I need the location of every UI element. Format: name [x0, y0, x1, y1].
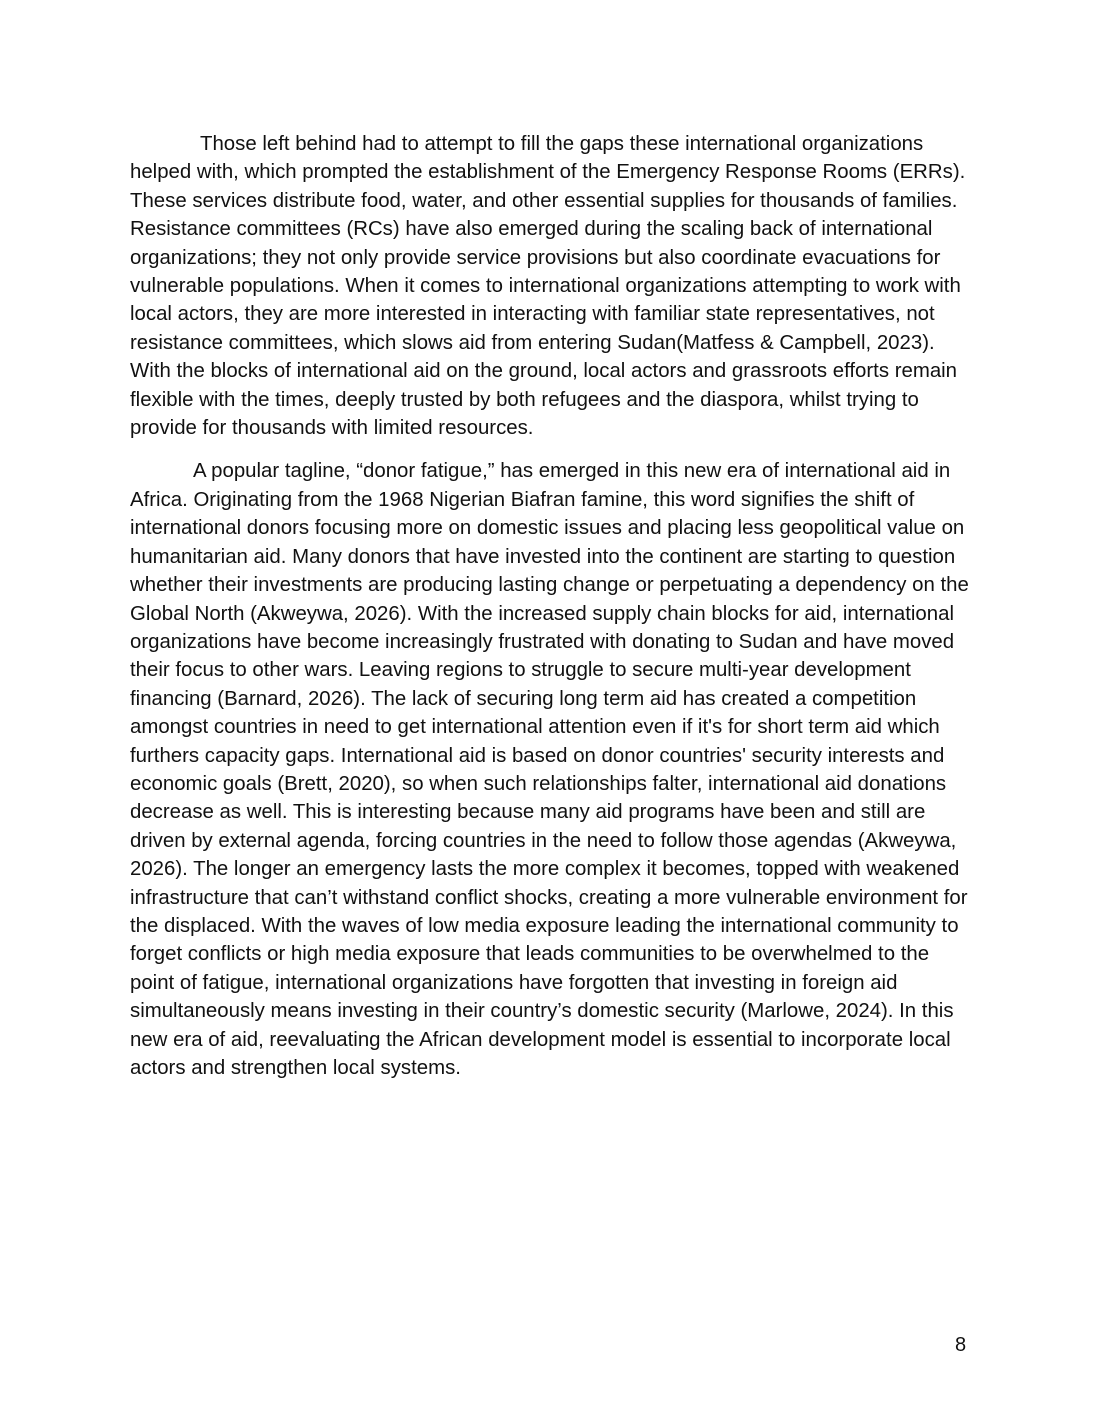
document-body [130, 130, 970, 1082]
paragraph-errs-resistance-committees: Those left behind had to attempt to fill the gaps these international organizations helped with, which prompted the establishment of the Emergency Response Rooms (ERRs). These services distribute food, water, and other essential supplies for thousands of families. Resistance committees (RCs) have also emerged during the scaling back of international organizations; they not only provide service provisions but also coordinate evacuations for vulnerable populations. When it comes to international organizations attempting to work with local actors, they are more interested in interacting with familiar state representatives, not resistance committees, which slows aid from entering Sudan(Matfess & Campbell, 2023). With the blocks of international aid on the ground, local actors and grassroots efforts remain flexible with the times, deeply trusted by both refugees and the diaspora, whilst trying to provide for thousands with limited resources. [130, 133, 966, 440]
paragraph-donor-fatigue: A popular tagline, “donor fatigue,” has emerged in this new era of international aid in Africa. Originating from the 1968 Nigerian Biafran famine, this word signifies the shift of international donors focusing more on domestic issues and placing less geopolitical value on humanitarian aid. Many donors that have invested into the continent are starting to question whether their investments are producing lasting change or perpetuating a dependency on the Global North (Akweywa, 2026). With the increased supply chain blocks for aid, international organizations have become increasingly frustrated with donating to Sudan and have moved their focus to other wars. Leaving regions to struggle to secure multi-year development financing (Barnard, 2026). The lack of securing long term aid has created a competition amongst countries in need to get international attention even if it's for short term aid which furthers capacity gaps. International aid is based on donor countries' security interests and economic goals (Brett, 2020), so when such relationships falter, international aid donations decrease as well. This is interesting because many aid programs have been and still are driven by external agenda, forcing countries in the need to follow those agendas (Akweywa, 2026). The longer an emergency lasts the more complex it becomes, topped with weakened infrastructure that can’t withstand conflict shocks, creating a more vulnerable environment for the displaced. With the waves of low media exposure leading the international community to forget conflicts or high media exposure that leads communities to be overwhelmed to the point of fatigue, international organizations have forgotten that investing in foreign aid simultaneously means investing in their country’s domestic security (Marlowe, 2024). In this new era of aid, reevaluating the African development model is essential to incorporate local actors and strengthen local systems. [130, 460, 969, 1079]
page-number: 8 [955, 1334, 967, 1356]
